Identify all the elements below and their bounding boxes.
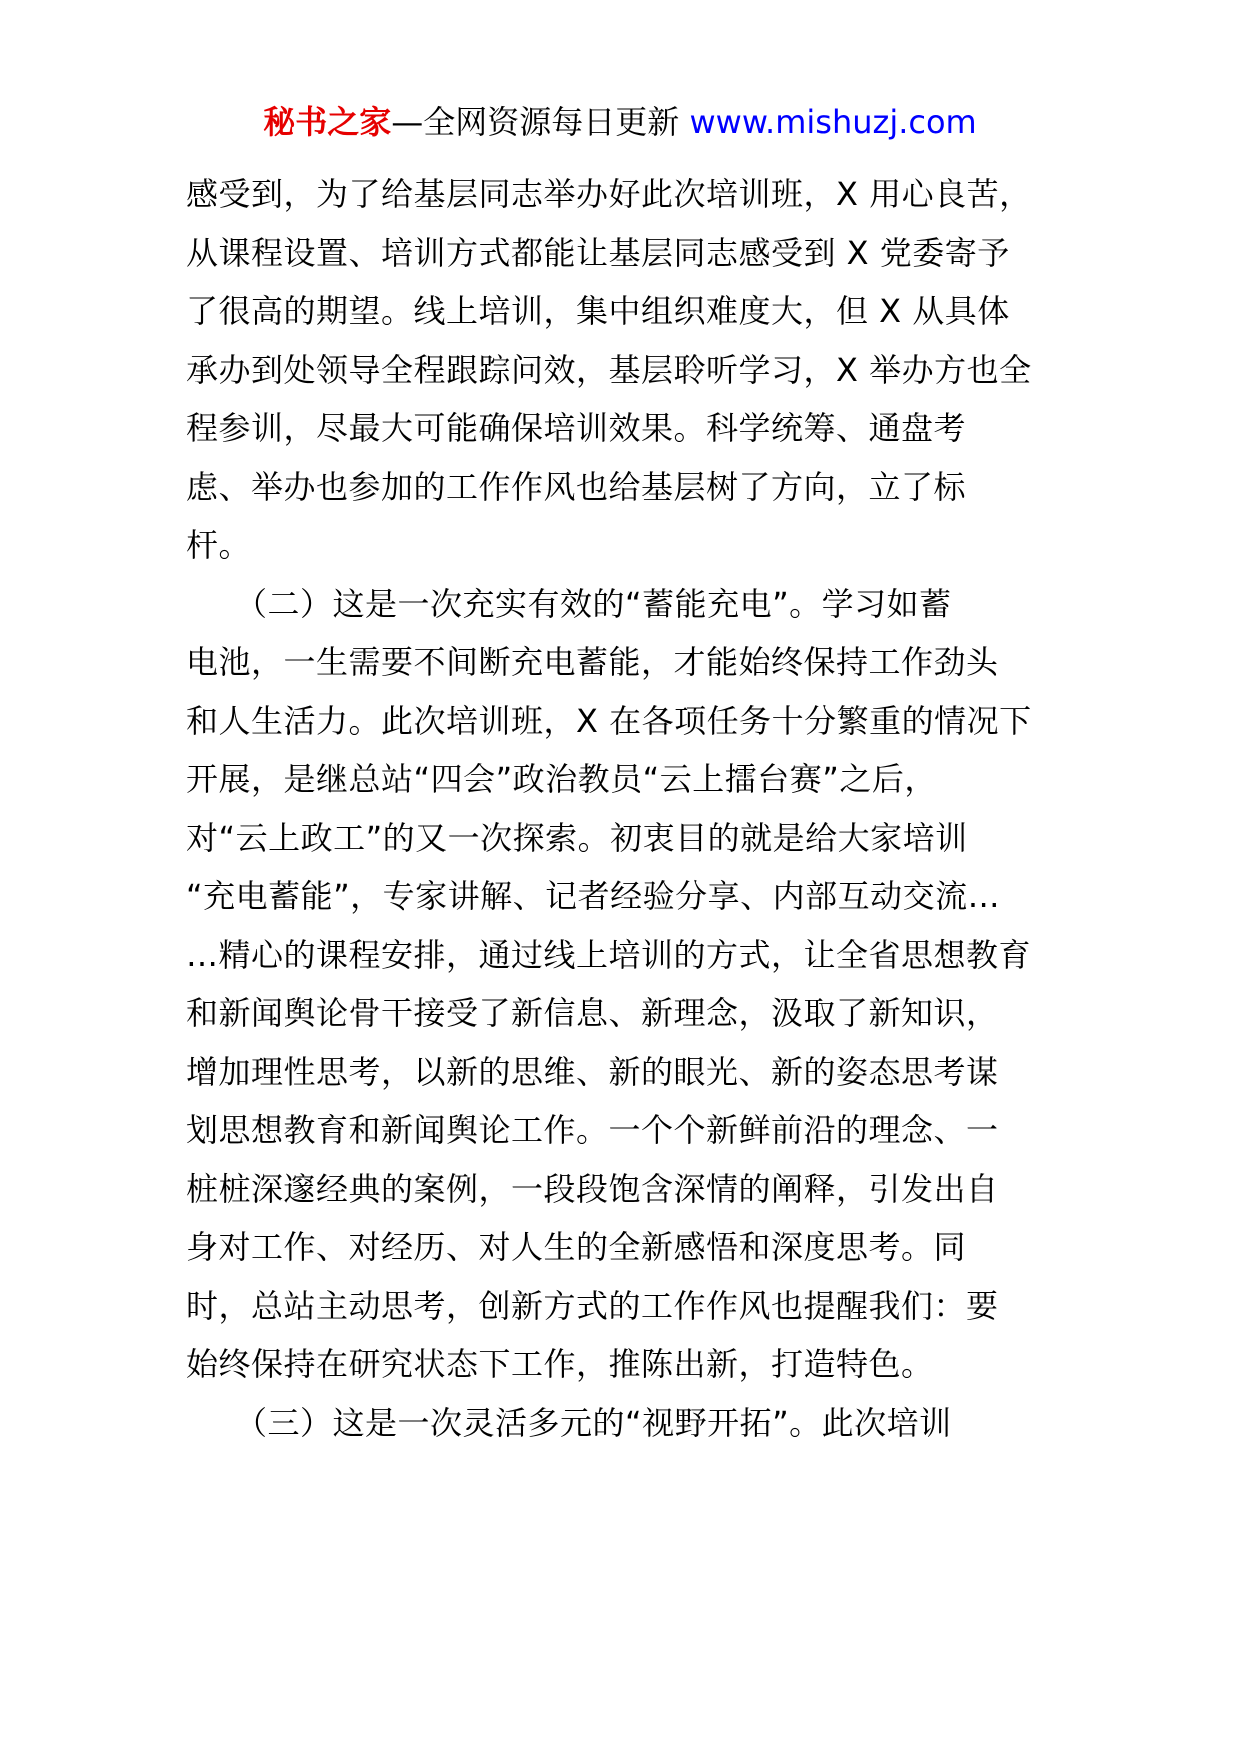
text-line: “充电蓄能”，专家讲解、记者经验分享、内部互动交流… [186,877,1001,915]
text-line: 增加理性思考，以新的思维、新的眼光、新的姿态思考谋 [186,1052,999,1091]
site-brand: 秘书之家 [263,103,392,141]
text-line: 从课程设置、培训方式都能让基层同志感受到 X 党委寄予 [186,233,1010,272]
text-line: 开展，是继总站“四会”政治教员“云上擂台赛”之后， [186,760,937,798]
text-line: 身对工作、对经历、对人生的全新感悟和深度思考。同 [186,1228,967,1266]
text-line: 了很高的期望。线上培训，集中组织难度大，但 X 从具体 [186,292,1010,330]
document-body [186,165,1058,1452]
text-line: 电池，一生需要不间断充电蓄能，才能始终保持工作劲头 [186,643,999,681]
text-line: 桩桩深邃经典的案例，一段段饱含深情的阐释，引发出自 [186,1169,999,1208]
text-line: 时，总站主动思考，创新方式的工作作风也提醒我们：要 [186,1286,999,1325]
section-heading-line: （二）这是一次充实有效的“蓄能充电”。学习如蓄 [186,584,952,623]
text-line: 和人生活力。此次培训班，X 在各项任务十分繁重的情况下 [186,701,1032,740]
section-heading-line: （三）这是一次灵活多元的“视野开拓”。此次培训 [186,1403,952,1442]
text-line: 承办到处领导全程跟踪问效，基层聆听学习，X 举办方也全 [186,350,1032,389]
site-tagline: —全网资源每日更新 [391,103,680,141]
text-line: 虑、举办也参加的工作作风也给基层树了方向，立了标 [186,467,967,506]
site-url-link[interactable]: www.mishuzj.com [679,103,977,141]
site-header [0,100,1240,144]
text-line: 对“云上政工”的又一次探索。初衷目的就是给大家培训 [186,818,968,857]
text-line: 始终保持在研究状态下工作，推陈出新，打造特色。 [186,1345,934,1383]
text-line: 程参训，尽最大可能确保培训效果。科学统筹、通盘考 [186,409,967,447]
text-line: …精心的课程安排，通过线上培训的方式，让全省思想教育 [186,935,1032,974]
text-line: 杆。 [186,526,252,564]
text-line: 和新闻舆论骨干接受了新信息、新理念，汲取了新知识， [186,994,999,1032]
text-line: 感受到，为了给基层同志举办好此次培训班，X 用心良苦， [186,175,1032,213]
text-line: 划思想教育和新闻舆论工作。一个个新鲜前沿的理念、一 [186,1111,999,1149]
